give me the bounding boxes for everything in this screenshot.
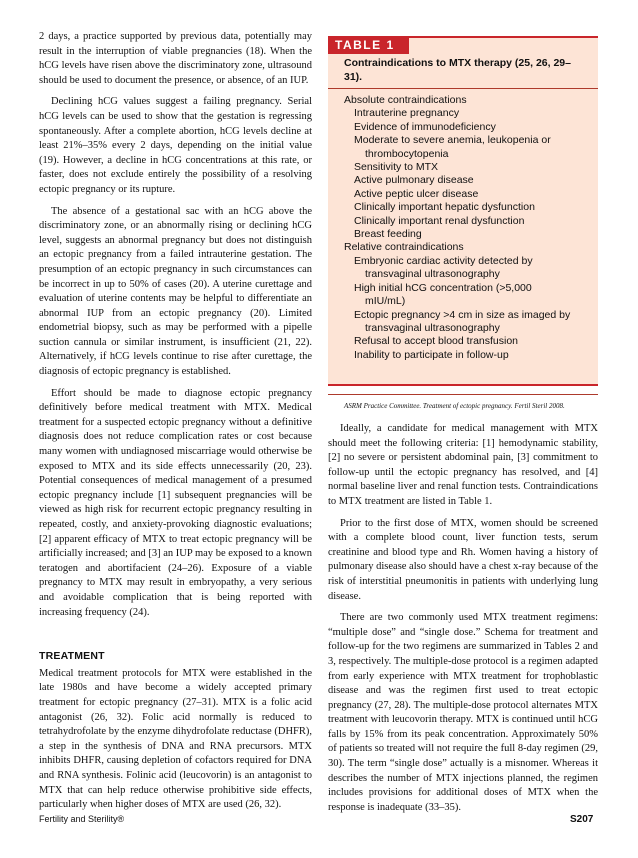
body-paragraph: 2 days, a practice supported by previous data, potentially may result in the interruption of viable pregnancies (18). When the hCG levels have risen above the discriminatory zone, ultrasound should be used to document the presence, or absence, of an IUP. [39,31,312,86]
table-item: Breast feeding [354,228,422,241]
table-title: Contraindications to MTX therapy (25, 26, 29–31). [344,57,571,83]
body-paragraph: Prior to the first dose of MTX, women should be screened with a complete blood count, liver function tests, serum creatinine and blood type and Rh. Women having a history of pulmonary disease also should have a chest x-ray because of the risk of interstitial pneumonitis in patients with underlying lung disease. [328,517,598,602]
body-paragraph: Ideally, a candidate for medical management with MTX should meet the following criteria: [1] hemodynamic stability, [2] no severe or persistent abdominal pain, [3] commitment to follow-up until the ectopic pregnancy has resolved, and [4] normal baseline liver and renal function tests. Contraindications to MTX treatment are listed in Table 1. [328,423,598,507]
table-item: Inability to participate in follow-up [354,348,509,361]
table-item: Clinically important hepatic dysfunction [354,201,535,214]
treatment-paragraph: Medical treatment protocols for MTX were established in the late 1980s and have become a widely accepted primary treatment for ectopic pregnancy (27–31). MTX is a folic acid antagonist (26, 32). Folic acid normally is reduced to tetrahydrofolate by the enzyme dihydrofolate reductase (DHFR), a step in the synthesis of DNA and RNA precursors. MTX inhibits DHFR, causing depletion of cofactors required for DNA and RNA synthesis. Folinic acid (leucovorin) is an antagonist to MTX that can help reduce otherwise prohibitive side effects, particularly when higher doses of MTX are used (26, 32). [39,667,312,811]
page-number: S207 [570,814,594,825]
table-item: Moderate to severe anemia, leukopenia or [354,134,551,147]
table-item: Active peptic ulcer disease [354,187,479,200]
table-item: Ectopic pregnancy >4 cm in size as imaged by [354,308,571,321]
table-item: Clinically important renal dysfunction [354,214,525,227]
body-paragraph: The absence of a gestational sac with an hCG above the discriminatory zone, or an abnormally rising or declining hCG level, suggests an abnormal pregnancy but does not distinguish an ectopic pregnancy from a failed intrauterine gestation. The presumption of an ectopic pregnancy in such circumstances can be incorrect in up to 50% of cases (20). A uterine curettage and evaluation of uterine contents may be helpful to differentiate an abnormal IUP from an ectopic pregnancy (20). Limited endometrial biopsy, such as may be performed with a pipelle suction cannula or similar instrument, is insufficient (21, 22). Alternatively, if hCG levels continue to rise after curettage, the diagnosis of ectopic pregnancy is established. [39,205,312,378]
body-paragraph: There are two commonly used MTX treatment regimens: “multiple dose” and “single dose.” Schema for treatment and follow-up for the two regimens are summarized in Tables 2 and 3, respectively. The multiple-dose protocol is a regimen adapted from early experience with MTX treatment for trophoblastic disease and was the regimen first used to treat ectopic pregnancy (27, 28). The multiple-dose protocol alternates MTX treatment with leucovorin therapy. MTX is continued until hCG falls by 15% from its peak concentration. Approximately 50% of patients so treated will not require the full 8-day regimen (29, 30). The term “single dose” actually is a misnomer. Whereas it describes the number of MTX injections planned, the regimen includes provisions for additional doses of MTX when the response is inadequate (33–35). [328,612,599,813]
table-item: Embryonic cardiac activity detected by [354,254,533,267]
table-footnote: ASRM Practice Committee. Treatment of ectopic pregnancy. Fertil Steril 2008. [344,402,565,410]
body-paragraph: Declining hCG values suggest a failing pregnancy. Serial hCG levels can be used to show that the gestation is regressing spontaneously. After a complete abortion, hCG levels decline at least 21%–35% every 2 days, depending on the initial value (19). However, a decline in hCG concentrations at this rate, or faster, does not exclude entirely the possibility of a resolving ectopic pregnancy or its rupture. [39,96,312,195]
table-1 [328,36,598,410]
table-item: Active pulmonary disease [354,174,474,187]
body-paragraph: Effort should be made to diagnose ectopic pregnancy definitively before medical treatment with MTX. Medical treatment for a suspected ectopic pregnancy without a definitive diagnosis does not reduce complication rates or cost because many women with undiagnosed miscarriage would otherwise be exposed to MTX and its side effects unnecessarily (20, 23). Potential consequences of medical management of a presumed ectopic pregnancy include [1] subsequent pregnancies will be viewed as high risk for recurrent ectopic pregnancy resulting in repeated, costly, and anxiety-provoking diagnostic evaluations; [2] apparent efficacy of MTX to treat ectopic pregnancy will be artificially increased; and [3] an IUP may be exposed to a known teratogen and abortifacient (24–26). Exposure of a viable pregnancy to MTX may result in embryopathy, a very serious and avoidable complication that is being reported with increasing frequency (24). [39,387,312,618]
table-item: High initial hCG concentration (>5,000 [354,281,532,294]
table-item-cont: transvaginal ultrasonography [365,321,500,334]
table-title-rule [328,88,598,89]
right-column [328,422,598,822]
journal-name: Fertility and Sterility® [39,814,125,824]
table-item-cont: mIU/mL) [365,295,406,308]
table-foot-rule [328,394,598,395]
absolute-heading: Absolute contraindications [344,94,467,106]
table-item: Evidence of immunodeficiency [354,120,496,133]
relative-heading: Relative contraindications [344,241,464,254]
table-item-cont: thrombocytopenia [365,147,449,160]
table-tag: TABLE 1 [328,36,409,54]
left-column [39,30,312,820]
section-heading-treatment: TREATMENT [39,650,105,663]
table-body [344,94,594,362]
table-item-cont: transvaginal ultrasonography [365,268,500,281]
table-item: Intrauterine pregnancy [354,107,460,120]
table-item: Sensitivity to MTX [354,161,439,174]
table-item: Refusal to accept blood transfusion [354,335,519,348]
